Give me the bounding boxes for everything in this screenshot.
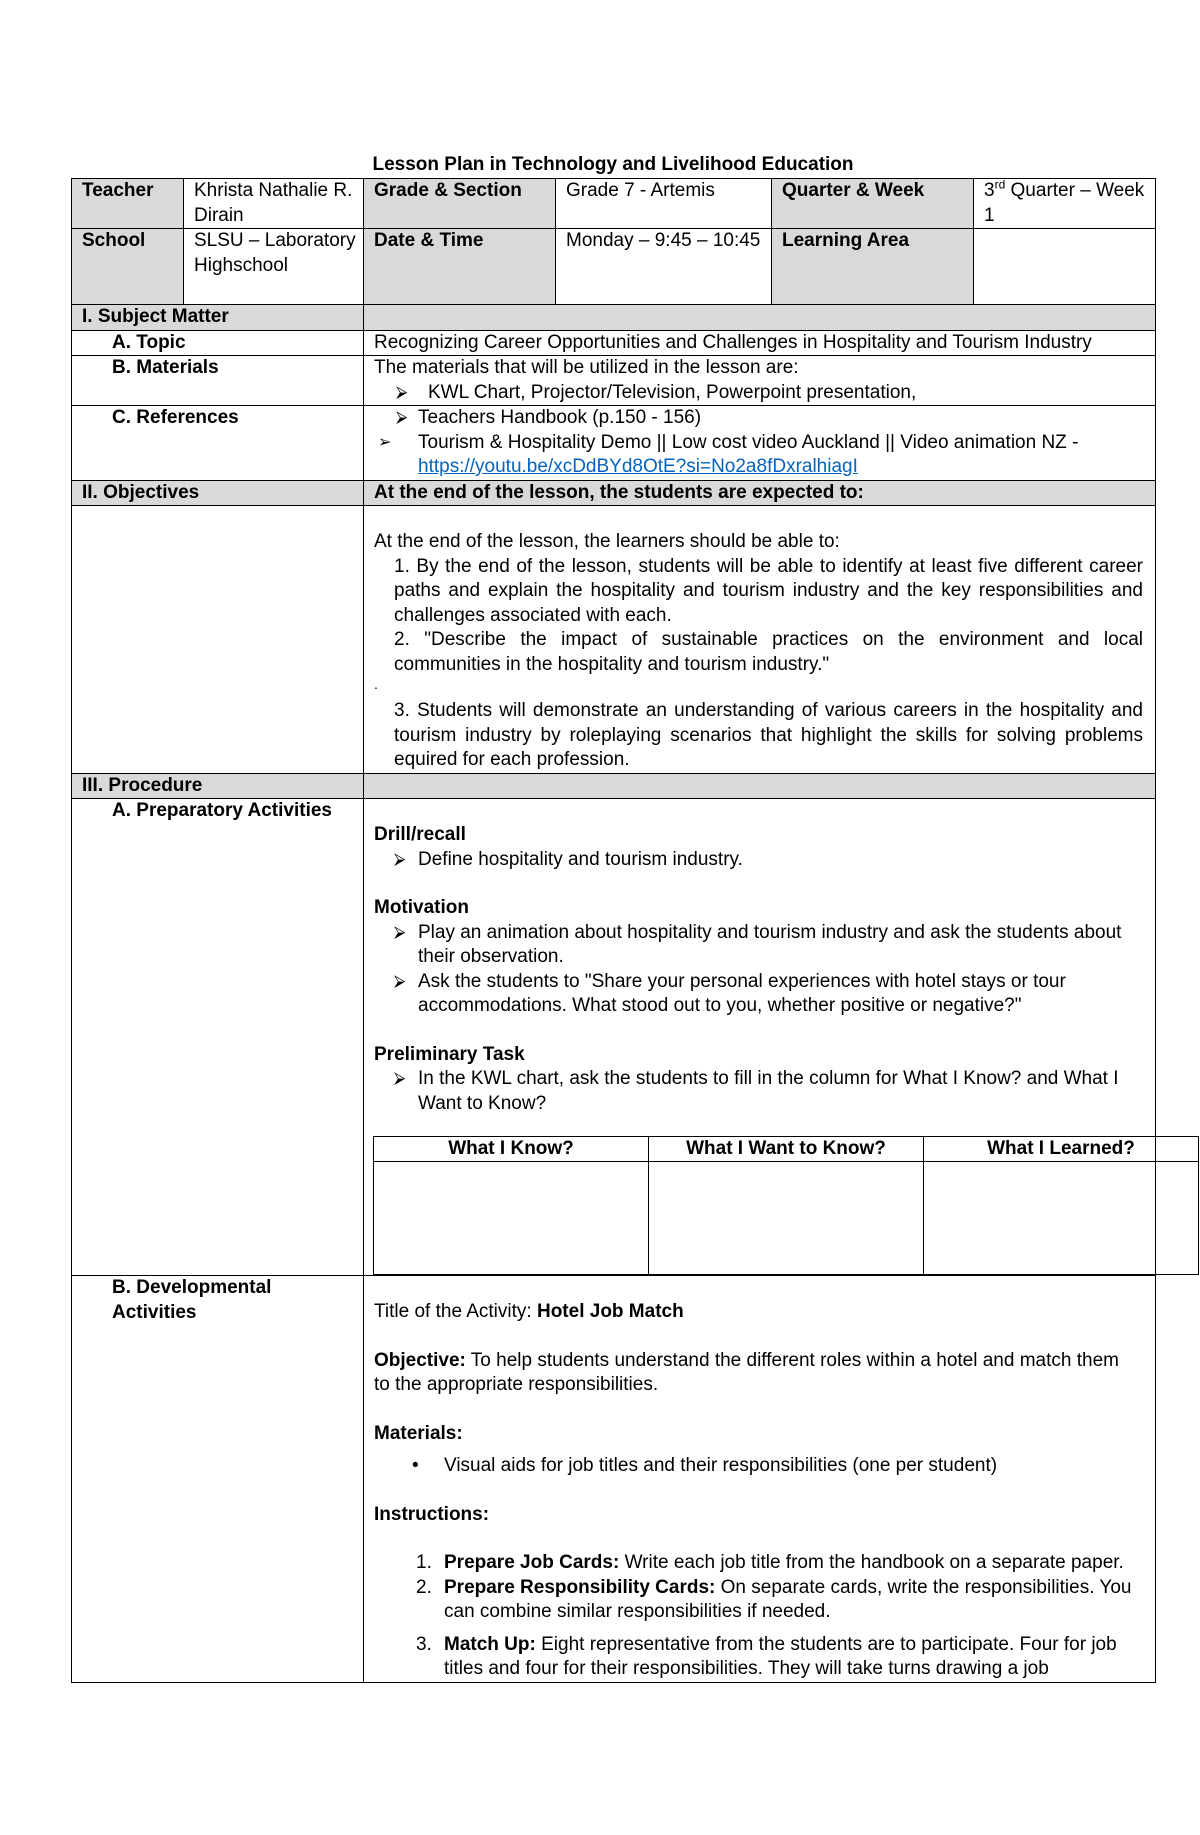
topic-value: Recognizing Career Opportunities and Challenges in Hospitality and Tourism Industry [364,330,1156,356]
procedure-blank [364,773,1156,799]
area-label: Learning Area [772,229,974,305]
preparatory-label: A. Preparatory Activities [72,799,364,1276]
developmental-label: B. Developmental Activities [72,1276,364,1683]
motivation-title: Motivation [374,897,469,918]
references-label: C. References [72,406,364,481]
area-value [974,229,1156,305]
materials-label: B. Materials [72,356,364,406]
kwl-cell-know[interactable] [374,1162,649,1275]
teacher-value: Khrista Nathalie R. Dirain [184,179,364,229]
subject-matter-heading: I. Subject Matter [72,305,364,331]
grade-value: Grade 7 - Artemis [556,179,772,229]
school-value: SLSU – Laboratory Highschool [184,229,364,305]
instruction-step-1: 1. Prepare Job Cards: Write each job title from the handbook on a separate paper. [416,1552,1124,1573]
topic-label: A. Topic [72,330,364,356]
objective-line: Objective: To help students understand the different roles within a hotel and match them to the appropriate responsibilities. [374,1349,1119,1395]
references-cell [364,406,1156,481]
objectives-heading: II. Objectives [72,480,364,506]
quarter-label: Quarter & Week [772,179,974,229]
activity-title: Hotel Job Match [536,1301,684,1322]
kwl-cell-want[interactable] [649,1162,924,1275]
objectives-subheading: At the end of the lesson, the students are expected to: [364,480,1156,506]
instructions-heading: Instructions: [374,1503,490,1525]
arrow-bullet-icon: ➢ [378,433,392,451]
arrow-bullet-icon: ⮚ [396,409,408,426]
preliminary-item: ⮚ In the KWL chart, ask the students to fill in the column for What I Know? and What I Want to Know? [394,1068,1119,1114]
materials-list-item: • Visual aids for job titles and their responsibilities (one per student) [374,1454,1137,1479]
teacher-label: Teacher [72,179,184,229]
kwl-header-know: What I Know? [374,1137,649,1162]
bullet-dot-icon: • [412,1455,419,1476]
reference-1: ⮚ Teachers Handbook (p.150 - 156) [374,406,1149,431]
kwl-cell-learned[interactable] [924,1162,1199,1275]
reference-2: ➢ Tourism & Hospitality Demo || Low cost video Auckland || Video animation NZ - https://youtu.be/xcDdBYd8OtE?si=No2a8fDxralhiagI [378,431,1079,477]
objectives-intro: At the end of the lesson, the learners should be able to: [374,531,840,552]
objective-item-1: 1. By the end of the lesson, students will be able to identify at least five different career paths and explain the hospitality and tourism industry and the key responsibilities and challenges associated with each. [394,555,1143,626]
arrow-bullet-icon: ⮚ [394,1070,406,1087]
arrow-bullet-icon: ⮚ [394,923,406,941]
arrow-bullet-icon: ⮚ [394,850,406,868]
date-label: Date & Time [364,229,556,305]
quarter-value: 3rd Quarter – Week 1 [974,179,1156,229]
subject-matter-blank [364,305,1156,331]
grade-label: Grade & Section [364,179,556,229]
arrow-bullet-icon: ⮚ [396,383,408,401]
materials-heading: Materials: [374,1422,463,1444]
preliminary-title: Preliminary Task [374,1043,525,1065]
school-label: School [72,229,184,305]
objective-dot: . [374,676,378,692]
kwl-chart [373,1136,1199,1275]
procedure-heading: III. Procedure [72,773,364,799]
motivation-item-2: ⮚ Ask the students to "Share your personal experiences with hotel stays or tour accommodations. What stood out to you, whether positive or negative?" [394,970,1066,1016]
materials-item: ⮚ KWL Chart, Projector/Television, Powerpoint presentation, [374,381,1149,406]
drill-item: ⮚ Define hospitality and tourism industry. [374,848,1145,873]
kwl-header-want: What I Want to Know? [649,1137,924,1162]
preparatory-cell [364,799,1156,1276]
kwl-header-learned: What I Learned? [924,1137,1199,1162]
motivation-item-1: ⮚ Play an animation about hospitality and tourism industry and ask the students about their observation. [394,921,1122,967]
drill-title: Drill/recall [374,824,466,845]
objectives-cell [364,506,1156,774]
objectives-left-blank [72,506,364,774]
activity-title-line: Title of the Activity: Hotel Job Match [374,1301,684,1322]
instruction-step-2: 2. Prepare Responsibility Cards: On separate cards, write the responsibilities. You can combine similar responsibilities if needed. [416,1576,1132,1622]
arrow-bullet-icon: ⮚ [394,972,406,990]
materials-intro: The materials that will be utilized in the lesson are: [374,357,799,378]
document-title: Lesson Plan in Technology and Livelihood Education [372,154,854,175]
date-value: Monday – 9:45 – 10:45 [556,229,772,305]
materials-cell [364,356,1156,406]
developmental-cell [364,1276,1156,1683]
reference-link[interactable]: https://youtu.be/xcDdBYd8OtE?si=No2a8fDxralhiagI [418,456,858,477]
objective-item-2: 2. "Describe the impact of sustainable practices on the environment and local communities in the hospitality and tourism industry." [394,629,1143,675]
lesson-plan-table [71,178,1156,1683]
objective-item-3: 3. Students will demonstrate an understanding of various careers in the hospitality and tourism industry by roleplaying scenarios that highlight the skills for solving problems equired for each profession. [394,700,1143,770]
instruction-step-3: 3. Match Up: Eight representative from the students are to participate. Four for job titles and four for their responsibilities. They will take turns drawing a job [416,1633,1117,1679]
